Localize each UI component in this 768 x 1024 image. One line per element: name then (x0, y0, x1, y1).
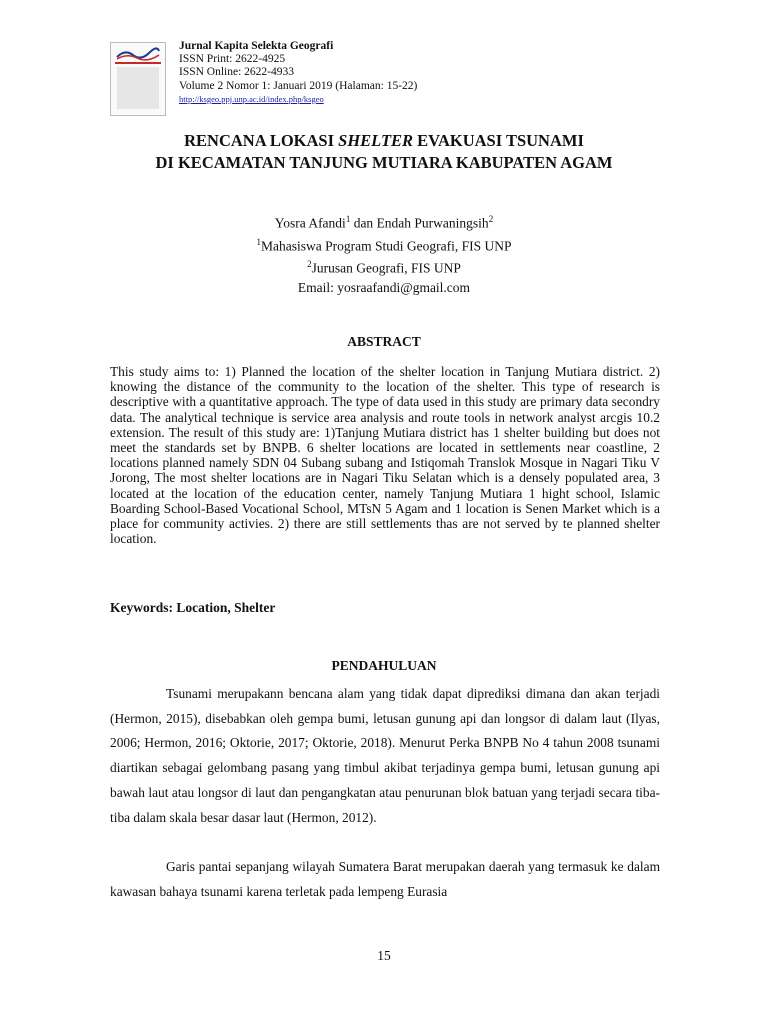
affiliation-1-text: Mahasiswa Program Studi Geografi, FIS UNP (261, 238, 512, 253)
affiliation-2-sup: 2 (307, 259, 312, 269)
journal-header (110, 40, 670, 116)
keywords: Keywords: Location, Shelter (110, 600, 276, 615)
logo-wave-icon (115, 47, 161, 61)
author-1-sup: 1 (345, 214, 351, 224)
introduction-heading: PENDAHULUAN (331, 658, 437, 673)
abstract-text: This study aims to: 1) Planned the location of the shelter location in Tanjung Mutiara district. 2) knowing the distance of the community to the location of the shelter. This type of research is descriptive with a quantitative approach. The type of data used in this study are primary data secondry data. The analytical technique is service area analysis and route tools in network analyst arcgis 10.2 extension. The result of this study are: 1)Tanjung Mutiara district has 1 shelter building but does not meet the standards set by BNPB. 6 shelter locations are located in settlements near coastline, 2 locations planned namely SDN 04 Subang subang and Istiqomah Translok Mosque in Nagari Tiku V Jorong, The most shelter locations are in Nagari Tiku Selatan which is a densely populated area, 3 located at the location of the education center, namely Tanjung Mutiara 1 hight school, Islamic Boarding School-Based Vocational School, MTsN 5 Agam and 1 location is Senen Market which is a place for community activies. 2) there are still settlements thas are not served by te planned shelter location. (110, 364, 660, 547)
affiliation-2-text: Jurusan Geografi, FIS UNP (311, 260, 461, 276)
author-2-sup: 2 (488, 214, 494, 224)
title-line-1 (60, 130, 708, 152)
introduction-paragraph-1: Tsunami merupakann bencana alam yang tidak dapat diprediksi dimana dan akan terjadi (Hermon, 2015), disebabkan oleh gempa bumi, letusan gunung api dan longsor di dalam laut (Ilyas, 2006; Hermon, 2016; Oktorie, 2017; Oktorie, 2018). Menurut Perka BNPB No 4 tahun 2008 tsunami diartikan sebagai gelombang pasang yang timbul akibat terjadinya gempa bumi, letusan gunung api bawah laut atau longsor di laut dan pengangkatan atau penurunan blok batuan yang terjadi secara tiba-tiba dalam skala besar dasar laut (Hermon, 2012). (110, 686, 660, 825)
journal-meta (179, 40, 659, 106)
author-names (60, 210, 708, 233)
issn-online: ISSN Online: 2622-4933 (179, 66, 294, 79)
journal-volume: Volume 2 Nomor 1: Januari 2019 (Halaman: 15-22) (179, 79, 418, 92)
author-2: Endah Purwaningsih (376, 215, 489, 231)
logo-band (115, 62, 161, 64)
title-line-1-suffix: EVAKUASI TSUNAMI (413, 131, 584, 150)
journal-name: Jurnal Kapita Selekta Geografi (179, 40, 334, 52)
affiliation-1-sup: 1 (256, 236, 261, 247)
journal-logo (110, 42, 166, 116)
journal-url-link[interactable]: http://ksgeo.ppj.unp.ac.id/index.php/ksgeo (179, 93, 324, 104)
page-number: 15 (377, 948, 391, 963)
author-1: Yosra Afandi (274, 215, 346, 231)
title-line-2: DI KECAMATAN TANJUNG MUTIARA KABUPATEN AGAM (155, 153, 613, 172)
title-line-1-prefix: RENCANA LOKASI (184, 131, 339, 150)
issn-print: ISSN Print: 2622-4925 (179, 53, 286, 66)
abstract-heading: ABSTRACT (347, 334, 421, 349)
title-line-1-italic: SHELTER (338, 131, 414, 150)
affiliation-2 (60, 255, 708, 278)
introduction-paragraph-2: Garis pantai sepanjang wilayah Sumatera Barat merupakan daerah yang termasuk ke dalam kawasan bahaya tsunami karena terletak pada lempeng Eurasia (110, 859, 660, 899)
author-block (60, 210, 708, 297)
affiliation-1 (60, 233, 708, 256)
author-email: Email: yosraafandi@gmail.com (297, 279, 471, 295)
paper-title (60, 130, 708, 174)
logo-cover-image (117, 67, 159, 109)
author-connector: dan (350, 215, 377, 231)
